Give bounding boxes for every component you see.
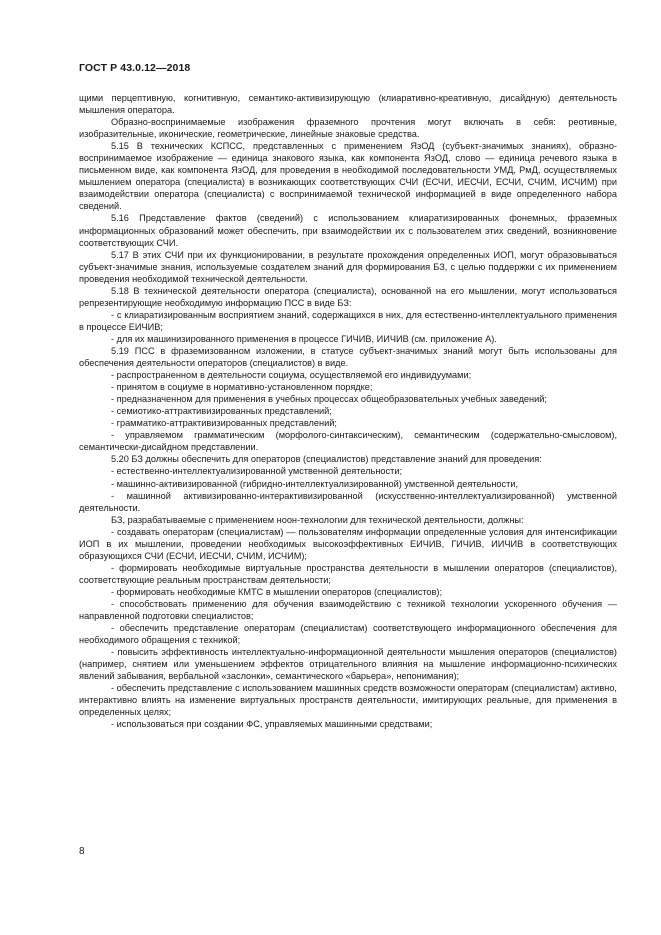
paragraph: 5.17 В этих СЧИ при их функционировании, в результате прохождения определенных ИОП, могут образовываться субъект-значимые знания, используемые создателем знаний для формирования БЗ, с целью поддержки с их применением проведения необходимой технической деятельности. bbox=[79, 249, 617, 284]
paragraph: - формировать необходимые виртуальные пространства деятельности в мышлении операторов (специалистов), соответствующие реальным пространствам деятельности; bbox=[79, 562, 617, 585]
paragraph: - повысить эффективность интеллектуально-информационной деятельности мышления операторов (специалистов) (например, снятием или уменьшением эффектов отрицательного влияния на мышление информационно-психических явлений забывания, вербальной «заслонки», семантического «барьера», непонимания); bbox=[79, 647, 617, 682]
paragraph: - способствовать применению для обучения взаимодействию с техникой технологии ускоренного обучения — направленной подготовки специалистов; bbox=[79, 598, 617, 622]
paragraph: 5.20 БЗ должны обеспечить для операторов (специалистов) представление знаний для проведения: bbox=[111, 454, 542, 465]
paragraph: - машинно-активизированной (гибридно-интеллектуализированной) умственной деятельности, bbox=[111, 478, 519, 489]
page-number: 8 bbox=[79, 846, 85, 857]
paragraph: - распространенном в деятельности социума, осуществляемой его индивидуумами; bbox=[111, 370, 472, 381]
document-header: ГОСТ Р 43.0.12—2018 bbox=[79, 62, 191, 74]
paragraph: 5.19 ПСС в фраземизованном изложении, в статусе субъект-значимых знаний могут быть использованы для обеспечения деятельности операторов (специалистов) в виде. bbox=[79, 345, 617, 369]
paragraph: - предназначенном для применения в учебных процессах общеобразовательных учебных заведений; bbox=[111, 394, 547, 405]
paragraph: - обеспечить представление операторам (специалистам) соответствующего информационного обеспечения для необходимого обращения с техникой; bbox=[79, 623, 617, 646]
paragraph: - семиотико-аттрактивизированных представлений; bbox=[111, 406, 332, 417]
paragraph: - машинной активизированно-интерактивизированной (искусственно-интеллектуализированной) умственной деятельности. bbox=[79, 490, 617, 513]
paragraph: БЗ, разрабатываемые с применением ноон-технологии для технической деятельности, должны: bbox=[111, 514, 524, 525]
paragraph: - использоваться при создании ФС, управляемых машинными средствами; bbox=[111, 719, 433, 730]
paragraph: - управляемом грамматическим (морфолого-синтаксическим), семантическим (содержательно-смысловом), семантически-дисайдном представлении. bbox=[79, 430, 617, 453]
paragraph: - обеспечить представление с использованием машинных средств возможности операторам (специалистам) активно, интерактивно влиять на изменение виртуальных пространств деятельности, имитирующих реальные, для применения в определенных целях; bbox=[79, 683, 617, 718]
paragraph: - с клиаратизированным восприятием знаний, содержащихся в них, для естественно-интеллектуального применения в процессе ЕИЧИВ; bbox=[79, 309, 617, 332]
paragraph: 5.16 Представление фактов (сведений) с использованием клиаратизированных фонемных, фраземных информационных образований может обеспечить, при взаимодействии их с пользователем этих сведений, возникновение соответствующих СЧИ. bbox=[79, 213, 617, 248]
paragraph: 5.18 В технической деятельности оператора (специалиста), основанной на его мышлении, могут использоваться репрезентирующие необходимую информацию ПСС в виде БЗ: bbox=[79, 285, 617, 308]
paragraph: - создавать операторам (специалистам) — пользователям информации определенные условия для интенсификации ИОП в их мышлении, проведении необходимых высокоэффективных ЕИЧИВ, ГИЧИВ, ИИЧИВ в соответствующих образующихся СЧИ (ЕСЧИ, ИЕСЧИ, СЧИМ, ИСЧИМ); bbox=[79, 526, 617, 561]
paragraph: - грамматико-аттрактивизированных представлений; bbox=[111, 418, 337, 429]
paragraph: 5.15 В технических КСПСС, представленных с применением ЯзОД (субъект-значимых знаниях), образно-воспринимаемое изображение — единица знакового языка, как компонента ЯзОД, слово — единица речевого языка в письменном виде, как компонента ЯзОД, для проведения в необходимой последовательности УМД, РмД, осуществляемых мышлением оператора (специалиста) в возникающих соответствующих СЧИ (ЕСЧИ, ИЕСЧИ, ЕСЧИ, СЧИМ, ИСЧИМ) при взаимодействии оператора (специалиста) с воспринимаемой технической информацией в виде определенного набора сведений. bbox=[79, 141, 617, 212]
paragraph: - формировать необходимые КМТС в мышлении операторов (специалистов); bbox=[111, 586, 443, 597]
paragraph: - естественно-интеллектуализированной умственной деятельности; bbox=[111, 466, 403, 477]
body-text bbox=[79, 92, 617, 730]
paragraph: - для их машинизированного применения в процессе ГИЧИВ, ИИЧИВ (см. приложение А). bbox=[111, 333, 497, 344]
paragraph: Образно-воспринимаемые изображения фраземного прочтения могут включать в себя: реотивные, изобразительные, иконические, геометрические, линейные знаковые средства. bbox=[79, 117, 617, 140]
paragraph: - принятом в социуме в нормативно-установленном порядке; bbox=[111, 382, 373, 393]
paragraph: щими перцептивную, когнитивную, семантико-активизирующую (клиаративно-креативную, дисайдную) деятельность мышления оператора. bbox=[79, 93, 617, 116]
